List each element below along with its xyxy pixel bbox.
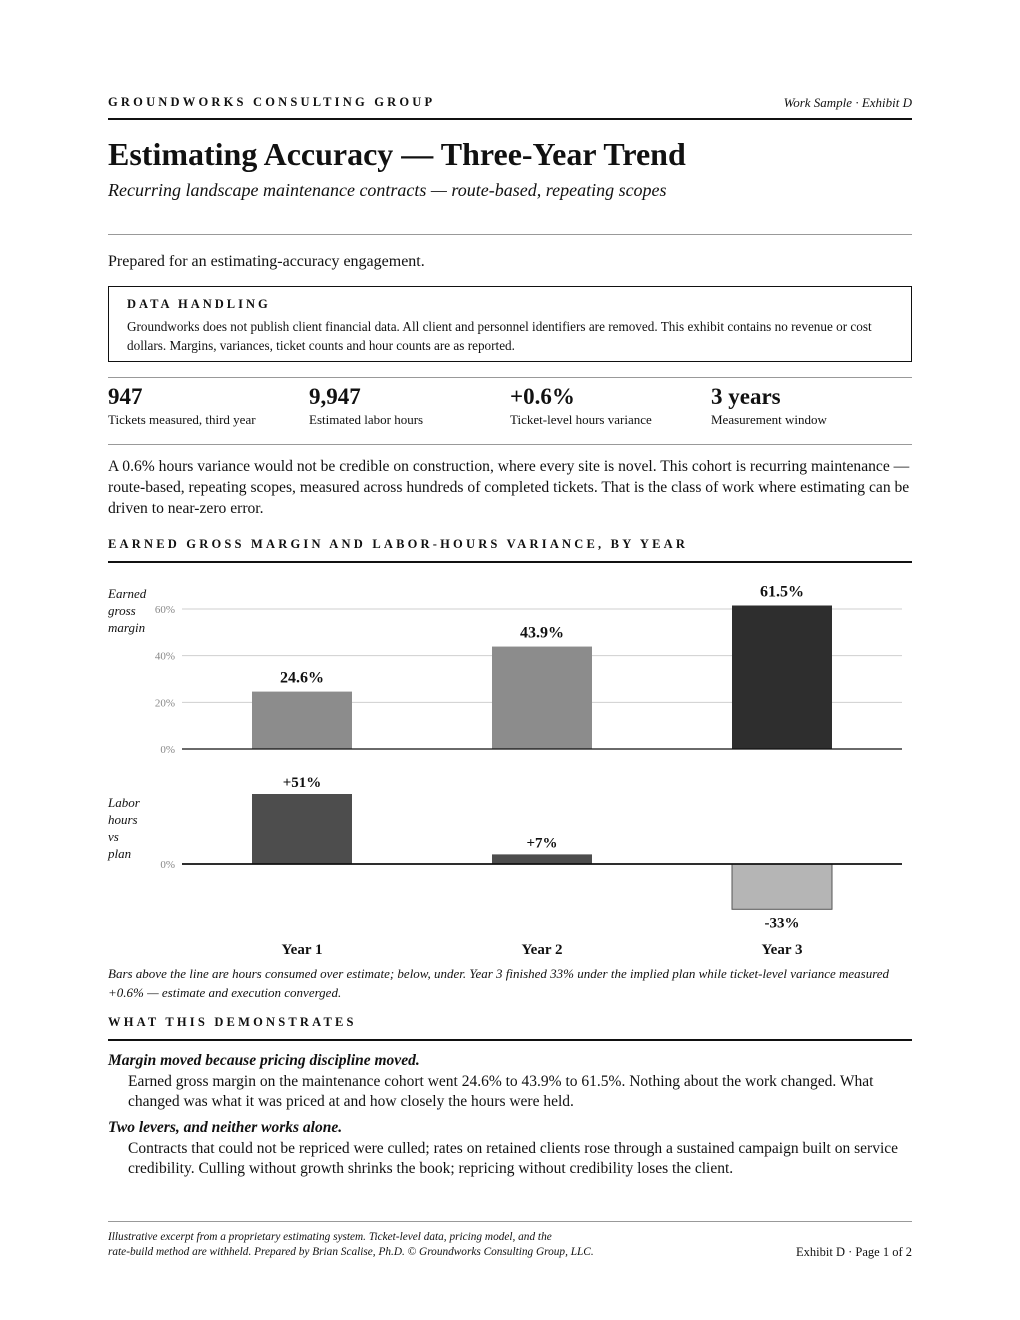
footer-rule: [108, 1221, 912, 1222]
data-label: +51%: [282, 775, 322, 791]
stat-variance: [510, 383, 711, 428]
footer-note-line: rate-build method are withheld. Prepared by Brian Scalise, Ph.D. © Groundworks Consulting Group, LLC.: [108, 1246, 594, 1258]
stat-labor-hours: [309, 383, 510, 428]
page-number: Exhibit D · Page 1 of 2: [796, 1245, 912, 1259]
footer-note: [108, 1230, 728, 1260]
y-tick-label: 0%: [160, 744, 175, 756]
point-body: Earned gross margin on the maintenance cohort went 24.6% to 43.9% to 61.5%. Nothing about the work changed. What changed was what it was priced at and how closely the hours were held.: [128, 1073, 874, 1110]
data-label: +7%: [526, 835, 558, 852]
data-label: 43.9%: [520, 624, 564, 642]
stat-window: [711, 383, 912, 428]
stat-label: Ticket-level hours variance: [510, 412, 652, 427]
footer-note-line: Illustrative excerpt from a proprietary estimating system. Ticket-level data, pricing model, and the: [108, 1231, 552, 1243]
margin-bar: [252, 692, 352, 749]
bar-chart: [108, 570, 912, 965]
prepared-for: Prepared for an estimating-accuracy engagement.: [108, 253, 425, 270]
margin-bar: [492, 647, 592, 749]
y-axis-label: Earned: [108, 586, 147, 601]
y-tick-label: 0%: [160, 859, 175, 871]
data-handling-title: DATA HANDLING: [127, 297, 271, 311]
data-label: -33%: [764, 915, 800, 932]
y-axis-label: hours: [108, 812, 138, 827]
stat-value: 947: [108, 384, 143, 409]
stat-label: Tickets measured, third year: [108, 412, 256, 427]
document-page: [108, 0, 912, 1320]
stats-row: [108, 383, 912, 428]
page-subtitle: Recurring landscape maintenance contracts — route-based, repeating scopes: [108, 180, 667, 200]
demonstrates-title: WHAT THIS DEMONSTRATES: [108, 1015, 357, 1029]
y-axis-label: Labor: [108, 795, 140, 810]
divider: [108, 444, 912, 445]
stat-tickets: [108, 383, 309, 428]
header-rule: [108, 118, 912, 120]
data-handling-box: [108, 286, 912, 362]
stat-value: 9,947: [309, 384, 361, 409]
section-rule: [108, 1039, 912, 1041]
y-axis-label: plan: [108, 846, 132, 861]
firm-name: GROUNDWORKS CONSULTING GROUP: [108, 95, 436, 109]
hours-variance-bar: [252, 794, 352, 864]
divider: [108, 377, 912, 378]
exhibit-tag: Work Sample · Exhibit D: [783, 95, 912, 110]
point-heading: Margin moved because pricing discipline moved.: [108, 1052, 420, 1069]
stat-label: Estimated labor hours: [309, 412, 424, 427]
y-tick-label: 60%: [154, 604, 175, 616]
stat-value: +0.6%: [510, 384, 575, 409]
hours-variance-bar: [732, 864, 832, 909]
data-label: 24.6%: [280, 669, 324, 687]
y-axis-label: gross: [108, 603, 136, 618]
point-body: Contracts that could not be repriced were culled; rates on retained clients rose through a sustained campaign built on service credibility. Culling without growth shrinks the book; repricing without credibility loses the client.: [128, 1140, 899, 1177]
x-category-label: Year 2: [521, 942, 563, 958]
y-tick-label: 40%: [154, 650, 175, 663]
stat-label: Measurement window: [711, 412, 827, 427]
margin-bar: [732, 606, 832, 750]
y-axis-label: margin: [108, 620, 146, 635]
x-category-label: Year 3: [761, 942, 803, 958]
y-tick-label: 20%: [154, 697, 175, 710]
data-label: 61.5%: [760, 583, 804, 601]
chart-caption: Bars above the line are hours consumed over estimate; below, under. Year 3 finished 33% under the implied plan while ticket-level variance measured +0.6% — estimate and execution converged.: [108, 966, 890, 1000]
hours-variance-bar: [492, 854, 592, 864]
chart-section-title: EARNED GROSS MARGIN AND LABOR-HOURS VARIANCE, BY YEAR: [108, 537, 689, 551]
intro-paragraph: A 0.6% hours variance would not be credible on construction, where every site is novel. This cohort is recurring maintenance — route-based, repeating scopes, measured across hundreds of completed tickets. That is the class of work where estimating can be driven to near-zero error.: [108, 458, 910, 517]
data-handling-text: Groundworks does not publish client financial data. All client and personnel identifiers are removed. This exhibit contains no revenue or cost dollars. Margins, variances, ticket counts and hour counts are as reported.: [127, 319, 872, 353]
y-axis-label: vs: [108, 829, 119, 844]
stat-value: 3 years: [711, 384, 781, 409]
divider: [108, 234, 912, 235]
point-item: [108, 1051, 912, 1112]
point-item: [108, 1118, 912, 1179]
x-category-label: Year 1: [281, 942, 323, 958]
page-title: Estimating Accuracy — Three-Year Trend: [108, 136, 686, 172]
section-rule: [108, 561, 912, 563]
point-heading: Two levers, and neither works alone.: [108, 1119, 343, 1136]
